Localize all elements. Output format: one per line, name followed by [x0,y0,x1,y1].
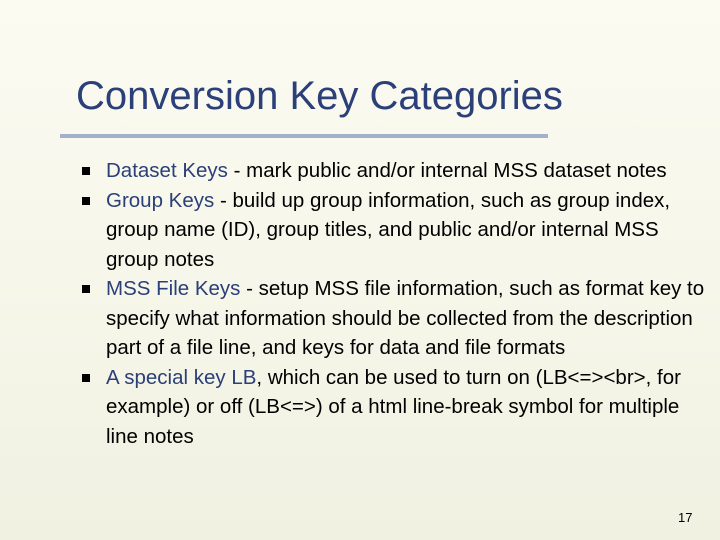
bullet-text: - build up group information, such as group index, group name (ID), group titles, and public and/or internal MSS group notes [106,188,671,271]
slide-title: Conversion Key Categories [76,74,563,118]
bullet-text: - mark public and/or internal MSS dataset notes [227,159,667,182]
bullet-list [82,156,714,451]
bullet-key: Dataset Keys [106,159,228,182]
square-bullet-icon [82,285,90,293]
bullet-text: - setup MSS file information, such as format key to specify what information should be collected from the description part of a file line, and keys for data and file formats [106,277,705,359]
bullet-key: Group Keys [106,188,215,212]
bullet-item [82,363,714,452]
square-bullet-icon [82,167,90,175]
title-underline [60,134,548,138]
bullet-key: A special key LB [106,365,257,389]
page-number: 17 [678,510,693,525]
bullet-item [82,274,714,363]
bullet-text: , which can be used to turn on (LB<=><br>, for example) or off (LB<=>) of a html line-break symbol for multiple line notes [106,365,681,448]
bullet-item [82,156,714,186]
bullet-key: MSS File Keys [106,277,241,300]
square-bullet-icon [82,374,90,382]
bullet-item [82,186,714,275]
square-bullet-icon [82,197,90,205]
